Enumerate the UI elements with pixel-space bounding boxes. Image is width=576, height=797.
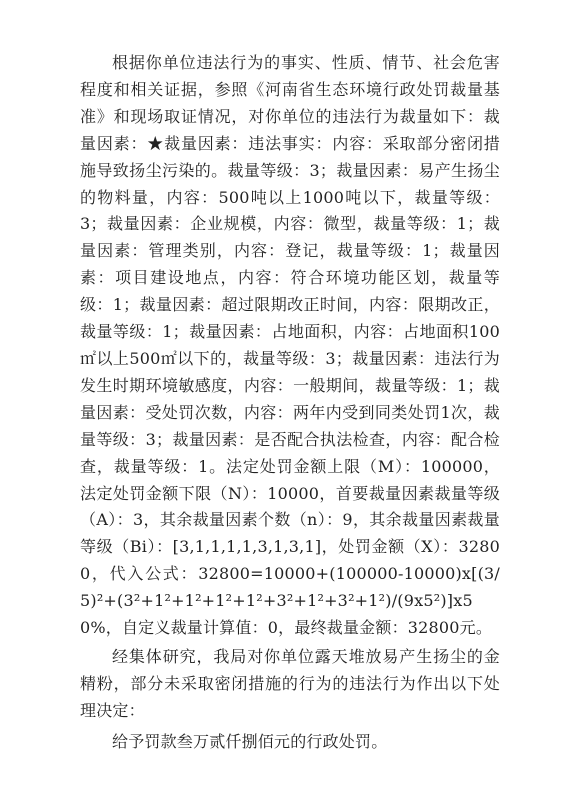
document-page [80, 50, 500, 756]
decision-paragraph: 经集体研究，我局对你单位露天堆放易产生扬尘的金精粉，部分未采取密闭措施的行为的违法行为作出以下处理决定： [80, 646, 500, 720]
penalty-paragraph: 给予罚款叁万贰仟捌佰元的行政处罚。 [112, 731, 388, 751]
discretion-paragraph: 根据你单位违法行为的事实、性质、情节、社会危害程度和相关证据，参照《河南省生态环境行政处罚裁量基准》和现场取证情况，对你单位的违法行为裁量如下：裁量因素：★裁量因素：违法事实：内容：采取部分密闭措施导致扬尘污染的。裁量等级：3；裁量因素：易产生扬尘的物料量，内容：500吨以上1000吨以下，裁量等级：3；裁量因素：企业规模，内容：微型，裁量等级：1；裁量因素：管理类别，内容：登记，裁量等级：1；裁量因素：项目建设地点，内容：符合环境功能区划，裁量等级：1；裁量因素：超过限期改正时间，内容：限期改正，裁量等级：1；裁量因素：占地面积，内容：占地面积100㎡以上500㎡以下的，裁量等级：3；裁量因素：违法行为发生时期环境敏感度，内容：一般期间，裁量等级：1；裁量因素：受处罚次数，内容：两年内受到同类处罚1次，裁量等级：3；裁量因素：是否配合执法检查，内容：配合检查，裁量等级：1。法定处罚金额上限（M）：100000，法定处罚金额下限（N）：10000，首要裁量因素裁量等级（A）：3，其余裁量因素个数（n）：9，其余裁量因素裁量等级（Bi）：[3,1,1,1,1,3,1,3,1]，处罚金额（X）：32800，代入公式：32800=10000+(100000-10000)x[(3/5)²+(3²+1²+1²+1²+1²+3²+1²+3²+1²)/(9x5²)]x50%，自定义裁量计算值：0，最终裁量金额：32800元。 [80, 53, 500, 638]
